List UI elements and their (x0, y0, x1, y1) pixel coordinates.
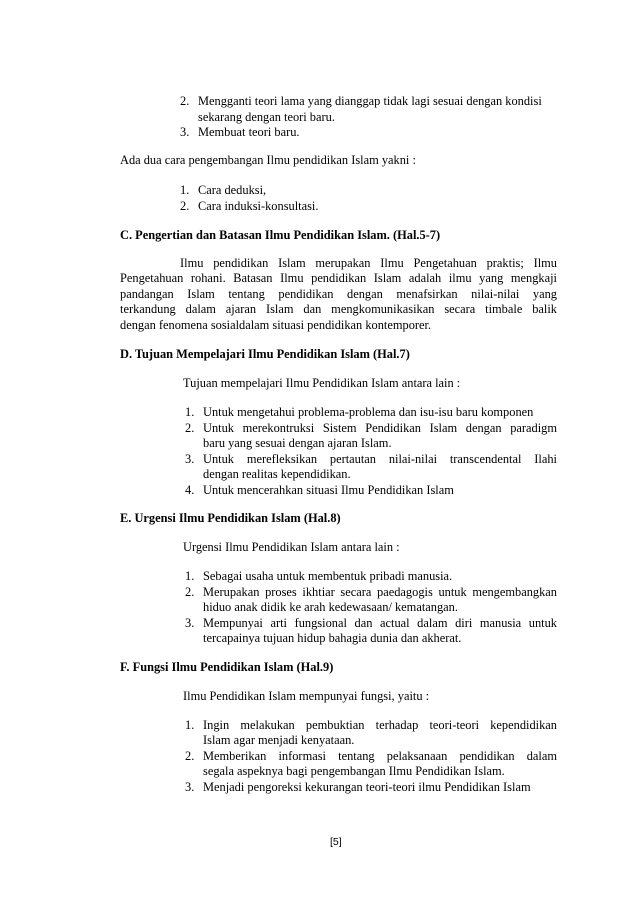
section-intro: Urgensi Ilmu Pendidikan Islam antara lain : (183, 540, 400, 554)
list-number: 1. (185, 405, 195, 419)
list-number: 2. (180, 94, 190, 108)
paragraph-line: Pengetahuan rohani. Batasan Ilmu pendidikan Islam adalah ilmu yang mengkaji (120, 271, 557, 285)
list-number: 2. (185, 585, 195, 599)
list-item-text: Mengganti teori lama yang dianggap tidak lagi sesuai dengan kondisi (198, 94, 542, 108)
list-item-text: sekarang dengan teori baru. (198, 110, 335, 124)
section-heading-c: C. Pengertian dan Batasan Ilmu Pendidikan Islam. (Hal.5-7) (120, 228, 441, 242)
list-item-text: Ingin melakukan pembuktian terhadap teori-teori kependidikan (203, 718, 557, 732)
paragraph-line: Ilmu pendidikan Islam merupakan Ilmu Pengetahuan praktis; Ilmu (180, 256, 557, 270)
list-item-text: Memberikan informasi tentang pelaksanaan pendidikan dalam (203, 749, 557, 763)
list-number: 3. (185, 616, 195, 630)
list-item-text: Membuat teori baru. (198, 125, 300, 139)
section-heading-e: E. Urgensi Ilmu Pendidikan Islam (Hal.8) (120, 511, 341, 525)
list-number: 1. (185, 569, 195, 583)
intro-text: Ada dua cara pengembangan Ilmu pendidikan Islam yakni : (120, 153, 416, 167)
list-item-text: Untuk mencerahkan situasi Ilmu Pendidikan Islam (203, 483, 454, 497)
paragraph-line: dengan fenomena sosialdalam situasi pendidikan kontemporer. (120, 318, 432, 332)
list-number: 2. (185, 749, 195, 763)
section-heading-f: F. Fungsi Ilmu Pendidikan Islam (Hal.9) (120, 660, 334, 674)
list-number: 1. (180, 183, 190, 197)
list-number: 2. (180, 199, 190, 213)
list-item-text: hiduo anak didik ke arah kedewasaan/ kematangan. (203, 600, 458, 614)
list-item-text: Sebagai usaha untuk membentuk pribadi manusia. (203, 569, 453, 583)
list-item-text: Cara deduksi, (198, 183, 267, 197)
paragraph-line: pandangan Islam tentang pendidikan dengan menafsirkan nilai-nilai yang (120, 287, 557, 301)
list-item-text: Cara induksi-konsultasi. (198, 199, 319, 213)
section-heading-d: D. Tujuan Mempelajari Ilmu Pendidikan Islam (Hal.7) (120, 347, 410, 361)
list-number: 3. (185, 780, 195, 794)
list-number: 4. (185, 483, 195, 497)
list-item-text: baru yang sesuai dengan ajaran Islam. (203, 436, 392, 450)
list-item-text: tercapainya tujuan hidup bahagia dunia dan akherat. (203, 631, 462, 645)
list-number: 1. (185, 718, 195, 732)
list-item-text: Islam agar menjadi kenyataan. (203, 733, 355, 747)
list-item-text: Untuk merekontruksi Sistem Pendidikan Islam dengan paradigm (203, 421, 557, 435)
section-intro: Ilmu Pendidikan Islam mempunyai fungsi, yaitu : (183, 689, 430, 703)
list-number: 3. (180, 125, 190, 139)
paragraph-line: terkandung dalam ajaran Islam dan mengkomunikasikan secara timbale balik (120, 302, 557, 316)
list-item-text: Menjadi pengoreksi kekurangan teori-teori ilmu Pendidikan Islam (203, 780, 531, 794)
list-number: 2. (185, 421, 195, 435)
list-item-text: dengan realitas kependidikan. (203, 467, 351, 481)
page-number: [5] (330, 836, 342, 848)
list-item-text: Mempunyai arti fungsional dan actual dalam diri manusia untuk (203, 616, 557, 630)
list-item-text: segala aspeknya bagi pengembangan Ilmu Pendidikan Islam. (203, 764, 505, 778)
list-number: 3. (185, 452, 195, 466)
list-item-text: Untuk mengetahui problema-problema dan isu-isu baru komponen (203, 405, 534, 419)
list-item-text: Merupakan proses ikhtiar secara paedagogis untuk mengembangkan (203, 585, 557, 599)
section-intro: Tujuan mempelajari Ilmu Pendidikan Islam antara lain : (183, 376, 461, 390)
list-item-text: Untuk merefleksikan pertautan nilai-nilai transcendental Ilahi (203, 452, 557, 466)
